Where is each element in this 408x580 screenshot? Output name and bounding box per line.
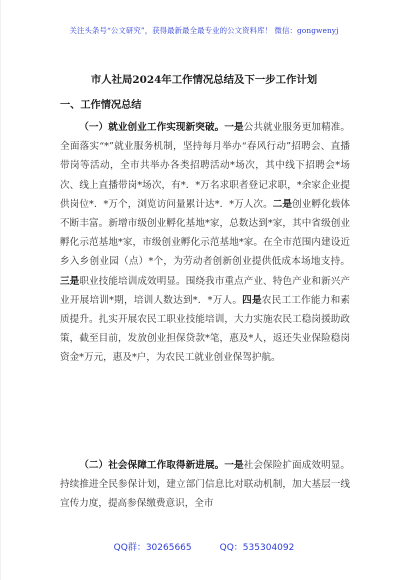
document-title: 市人社局2024年工作情况总结及下一步工作计划 (90, 74, 318, 86)
paragraph-social-security (60, 456, 350, 514)
paragraph-text-5: 社会保险扩面成效明显。持续推进全民参保计划，建立部门信息比对联动机制，加大基层一线宣传力度，提高参保缴费意识，全市 (60, 460, 351, 510)
lead-marker-1: 一是 (224, 122, 244, 133)
subsection-heading-employment: （一）就业创业工作实现新突破。 (79, 122, 225, 133)
qq-group-text: QQ群：30265665 (113, 543, 192, 553)
paragraph-text-1: 公共就业服务更加精准。全面落实“*”就业服务机制，坚持每月举办“春风行动”招聘会、直播带岗等活动，全市共举办各类招聘活动*场次，其中线下招聘会*场次、线上直播带岗*场次，有*．*万名求职者登记求职，*余家企业提供岗位*．*万个，浏览访问量累计达*．*万人次。 (60, 122, 351, 210)
section-heading: 一、工作情况总结 (60, 99, 142, 111)
paragraph-employment (60, 118, 350, 368)
paragraph-text-4: 农民工工作能力和素质提升。扎实开展农民工职业技能培训，大力实施农民工稳岗援助政策，截至目前，发放创业担保贷款*笔，惠及*人，返还失业保险稳岗资金*万元，惠及*户，为农民工就业创业保驾护航。 (60, 294, 351, 364)
paragraph-text-2: 创业孵化载体不断丰富。新增市级创业孵化基地*家，总数达到*家，其中省级创业孵化示范基地*家，市级创业孵化示范基地*家。在全市范围内建设近乡入乡创业园（点）*个，为劳动者创新创业提供低成本场地支持。 (60, 198, 351, 268)
lead-marker-2: 二是 (272, 198, 293, 210)
page-edge (0, 0, 1, 580)
qq-number-text: QQ：535304092 (219, 543, 295, 553)
footer-contact-bar (0, 540, 408, 553)
lead-marker-4: 四是 (242, 294, 262, 306)
top-banner-notice: 关注头条号“公文研究”，获得最新最全最专业的公文资料库！ 微信：gongwenyj (69, 26, 339, 35)
lead-marker-5: 一是 (224, 460, 244, 471)
subsection-heading-social-security: （二）社会保障工作取得新进展。 (79, 460, 225, 471)
lead-marker-3: 三是 (60, 275, 80, 287)
paragraph-text-3: 职业技能培训成效明显。围绕我市重点产业、特色产业和新兴产业开展培训*期，培训人数达到*．*万人。 (60, 275, 351, 306)
